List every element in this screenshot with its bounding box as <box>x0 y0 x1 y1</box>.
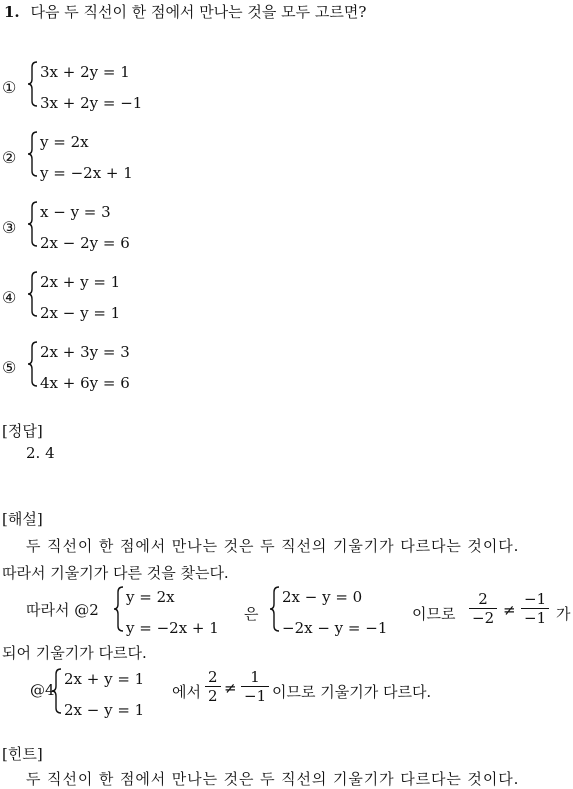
equation: y = 2x <box>40 133 89 151</box>
explanation-text: 이므로 기울기가 다르다. <box>272 683 432 701</box>
brace-icon <box>270 586 280 632</box>
option-marker: ① <box>2 78 17 97</box>
explanation-text: @4 <box>30 681 55 699</box>
brace-icon <box>114 586 124 632</box>
question-text: 다음 두 직선이 한 점에서 만나는 것을 모두 고르면? <box>30 3 367 21</box>
brace-icon <box>28 341 38 387</box>
fraction-denominator: −2 <box>469 608 497 627</box>
fraction-numerator: 2 <box>478 590 488 608</box>
explanation-text: 가 <box>556 605 571 623</box>
brace-icon <box>28 61 38 107</box>
equation: 2x − 2y = 6 <box>40 234 130 252</box>
fraction-denominator: 2 <box>205 686 221 705</box>
equation: 3x + 2y = 1 <box>40 63 130 81</box>
fraction <box>466 590 500 627</box>
hint-heading: [힌트] <box>2 745 43 763</box>
explanation-text: 은 <box>244 605 259 623</box>
hint-text: 두 직선이 한 점에서 만나는 것은 두 직선의 기울기가 다르다는 것이다. <box>26 770 520 788</box>
equation: y = 2x <box>126 588 175 606</box>
answer-heading: [정답] <box>2 422 43 440</box>
brace-icon <box>28 131 38 177</box>
equation: x − y = 3 <box>40 203 111 221</box>
brace-icon <box>28 271 38 317</box>
fraction-numerator: 2 <box>208 668 218 686</box>
fraction-denominator: −1 <box>521 608 549 627</box>
fraction <box>518 590 552 627</box>
fraction-numerator: −1 <box>524 590 547 608</box>
equation: 2x − y = 1 <box>40 304 121 322</box>
equation: 2x + 3y = 3 <box>40 343 130 361</box>
fraction-denominator: −1 <box>241 686 269 705</box>
explanation-text: 따라서 @2 <box>26 601 99 619</box>
explanation-heading: [해설] <box>2 510 43 528</box>
equation: −2x − y = −1 <box>282 619 388 637</box>
fraction <box>238 668 272 705</box>
equation: y = −2x + 1 <box>40 164 133 182</box>
brace-icon <box>52 668 62 714</box>
not-equal-symbol: ≠ <box>503 601 516 619</box>
explanation-line: 두 직선이 한 점에서 만나는 것은 두 직선의 기울기가 다르다는 것이다. <box>26 537 520 555</box>
answer-value: 2. 4 <box>26 444 55 462</box>
equation: 4x + 6y = 6 <box>40 374 130 392</box>
explanation-line: 따라서 기울기가 다른 것을 찾는다. <box>2 564 229 582</box>
not-equal-symbol: ≠ <box>224 679 237 697</box>
option-marker: ⑤ <box>2 358 17 377</box>
fraction <box>202 668 224 705</box>
option-marker: ③ <box>2 218 17 237</box>
explanation-text: 에서 <box>172 683 201 701</box>
brace-icon <box>28 201 38 247</box>
equation: y = −2x + 1 <box>126 619 219 637</box>
equation: 2x + y = 1 <box>64 670 145 688</box>
explanation-text: 이므로 <box>412 605 456 623</box>
question-number: 1. <box>4 3 20 21</box>
explanation-line: 되어 기울기가 다르다. <box>2 644 147 662</box>
equation: 3x + 2y = −1 <box>40 94 143 112</box>
fraction-numerator: 1 <box>250 668 260 686</box>
equation: 2x − y = 1 <box>64 701 145 719</box>
question <box>4 1 366 22</box>
equation: 2x − y = 0 <box>282 588 363 606</box>
equation: 2x + y = 1 <box>40 273 121 291</box>
option-marker: ② <box>2 148 17 167</box>
option-marker: ④ <box>2 288 17 307</box>
